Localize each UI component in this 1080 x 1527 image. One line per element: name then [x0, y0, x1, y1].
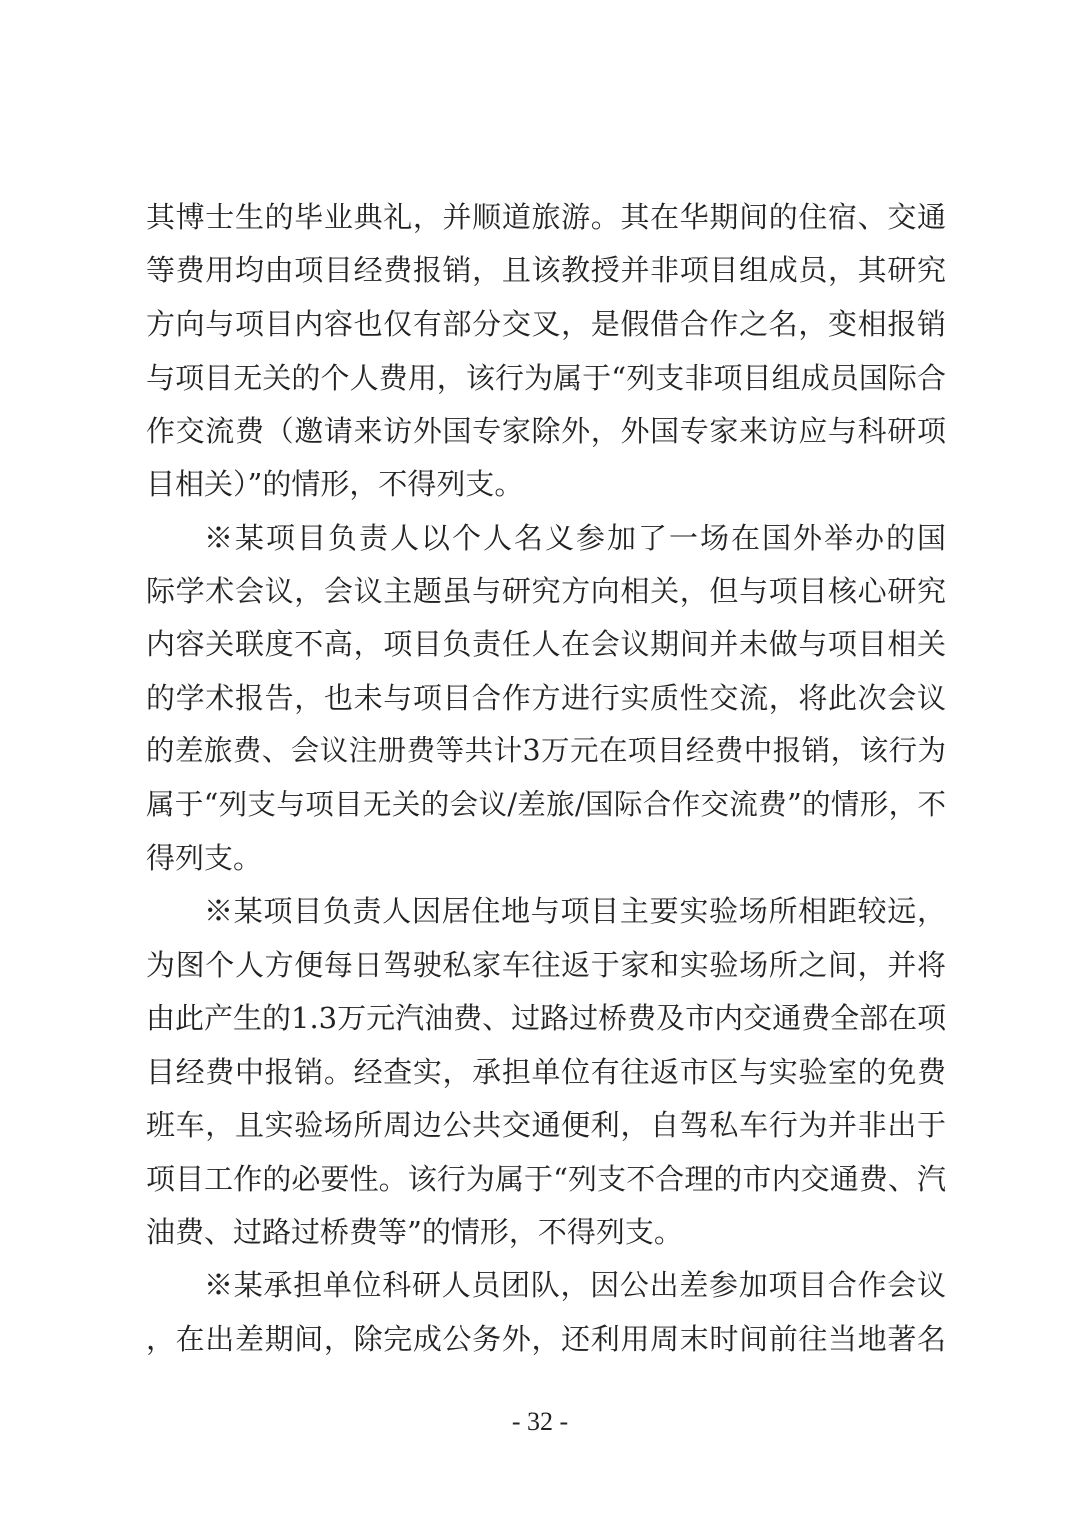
paragraph-1-line-4: 与项目无关的个人费用，该行为属于“列支非项目组成员国际合	[146, 361, 946, 395]
paragraph-3-line-6: 项目工作的必要性。该行为属于“列支不合理的市内交通费、汽	[146, 1162, 946, 1196]
paragraph-1-line-1: 其博士生的毕业典礼，并顺道旅游。其在华期间的住宿、交通	[146, 200, 946, 234]
paragraph-2-line-3: 内容关联度不高，项目负责任人在会议期间并未做与项目相关	[146, 627, 946, 661]
paragraph-3-line-7: 油费、过路过桥费等”的情形，不得列支。	[146, 1215, 683, 1249]
paragraph-3-line-4: 目经费中报销。经查实，承担单位有往返市区与实验室的免费	[146, 1055, 946, 1089]
paragraph-1-line-6: 目相关）”的情形，不得列支。	[146, 467, 524, 501]
paragraph-2-line-6: 属于“列支与项目无关的会议/差旅/国际合作交流费”的情形，不	[146, 788, 946, 821]
paragraph-2-line-4: 的学术报告，也未与项目合作方进行实质性交流，将此次会议	[146, 681, 946, 715]
paragraph-1-line-5: 作交流费（邀请来访外国专家除外，外国专家来访应与科研项	[146, 414, 946, 448]
paragraph-2-line-7: 得列支。	[146, 841, 263, 875]
paragraph-3-line-3: 由此产生的1.3万元汽油费、过路过桥费及市内交通费全部在项	[146, 1001, 947, 1035]
paragraph-3-line-2: 为图个人方便每日驾驶私家车往返于家和实验场所之间，并将	[146, 948, 946, 982]
paragraph-2-line-5: 的差旅费、会议注册费等共计3万元在项目经费中报销，该行为	[146, 734, 946, 767]
paragraph-4-line-1: ※某承担单位科研人员团队，因公出差参加项目合作会议	[204, 1268, 946, 1302]
paragraph-2-line-2: 际学术会议，会议主题虽与研究方向相关，但与项目核心研究	[146, 574, 946, 608]
page-number: - 32 -	[511, 1407, 569, 1436]
paragraph-3-line-5: 班车，且实验场所周边公共交通便利，自驾私车行为并非出于	[146, 1108, 946, 1142]
paragraph-4-line-2: ，在出差期间，除完成公务外，还利用周末时间前往当地著名	[146, 1322, 946, 1356]
paragraph-1-line-3: 方向与项目内容也仅有部分交叉，是假借合作之名，变相报销	[146, 307, 946, 341]
paragraph-2-line-1: ※某项目负责人以个人名义参加了一场在国外举办的国	[204, 521, 946, 555]
paragraph-3-line-1: ※某项目负责人因居住地与项目主要实验场所相距较远，	[204, 894, 946, 928]
paragraph-1-line-2: 等费用均由项目经费报销，且该教授并非项目组成员，其研究	[146, 253, 946, 287]
